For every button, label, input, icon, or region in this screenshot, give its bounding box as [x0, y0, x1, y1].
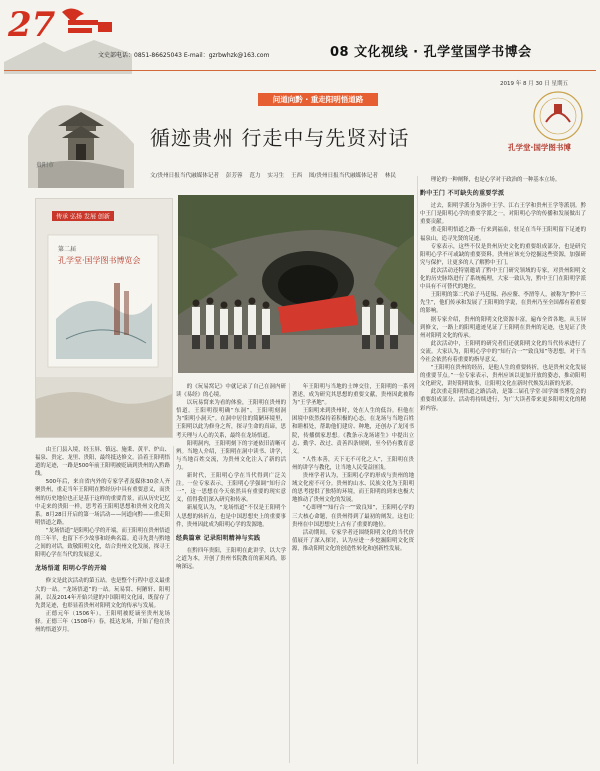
- byline-part: 王西: [290, 173, 303, 179]
- masthead: [0, 0, 600, 87]
- article-paragraph: 500年后，来自省内外的专家学者及媒体30余人齐聚贵州，重走当年王阳明在黔经历中具有重要意义，而贵州的历史地位也正是基于这样的重要背景，而从历史记忆中走来的贵阳一样，思考着王阳明思想和贵州文化的关系。8月28日开启的第一场活动——问道向黔——重走阳明悟道之路。: [35, 479, 170, 526]
- section-subheading: 经典篇章 记录阳明精神与实践: [176, 534, 261, 542]
- article-paragraph: 在黔四年贵阳，王阳明在此讲学，以大学之道为本，开创了贵州书院教育的新风尚，影响深远。: [176, 547, 286, 570]
- article-paragraph: 贵州学者认为，王阳明心学的形成与贵州的地域文化密不可分。贵州的山水、民族文化为王阳明的思考提供了独特的环境，而王阳明的到来也极大地推动了贵州文化的发展。: [292, 473, 414, 504]
- masthead-logo-graphic: [4, 2, 132, 74]
- group-photo: [178, 195, 414, 373]
- article-paragraph: 新展览认为，“龙场悟道”不仅是王阳明个人思想的转折点，也是中国思想史上的重要事件，贵州因此成为阳明心学的发源地。: [176, 505, 286, 528]
- book-fair-logo-text: 孔学堂·国学图书博: [508, 143, 571, 152]
- issue-date: 2019 年 8 月 30 日 星期五: [500, 81, 568, 87]
- masthead-rule: [4, 70, 596, 71]
- article-paragraph: 此次活动中，王阳明的研究者们还就阳明文化的当代传承进行了交流。大家认为，阳明心学中的“知行合一”“致良知”等思想，对于当今社会依然有着重要的指导意义。: [420, 340, 586, 363]
- poster-graphic: [36, 199, 173, 438]
- article-paragraph: 此次活动还特别邀请了黔中王门研究领域的专家，对贵州阳明文化的历史脉络进行了系统梳理，大家一致认为，黔中王门在阳明学派中具有不可替代的地位。: [420, 267, 586, 291]
- article-kicker: 问道向黔 · 重走阳明悟道路: [258, 93, 378, 106]
- section-subheading: 黔中王门 不可缺失的重要学派: [420, 190, 505, 198]
- column-divider: [173, 446, 174, 764]
- column-divider: [417, 176, 418, 764]
- article-paragraph: “心即理”“知行合一”“致良知”，王阳明心学的三大核心命题，在贵州得到了最初的阐发。这也让贵州在中国思想史上占有了重要的地位。: [292, 505, 414, 528]
- column-divider: [289, 383, 290, 763]
- byline-part: 林民: [384, 173, 396, 179]
- article-paragraph: 以玩易窝来为看的体验，王阳明在贵州的悟道。王阳明很明确“东洞”，王阳明刻洞为“阳明小洞天”。在洞中居住的简陋环境里，王阳明以此为修身之所，探寻生命的真谛，思考天理与人心的关系，最终在龙场悟道。: [176, 400, 286, 439]
- article-paragraph: 此次重走阳明悟道之路活动，是第二届孔学堂·国学图书博览会的重要组成部分。活动将持续进行，为广大读者带来更多阳明文化的精彩内容。: [420, 389, 586, 412]
- book-fair-poster-photo: [35, 198, 173, 438]
- article-paragraph: 王阳明的第二代弟子马廷锡、孙应鳌、李渭等人，被称为“黔中三先生”，他们传承和发展了王阳明的学说，在贵州乃至全国都有着重要的影响。: [420, 292, 586, 315]
- article-paragraph: 活动期间，专家学者还围绕阳明文化的当代价值展开了深入探讨，认为应进一步挖掘阳明文化资源，推动阳明文化的创造性转化和创新性发展。: [292, 529, 414, 552]
- section-subheading: 龙场悟道 阳明心学的开端: [35, 565, 107, 573]
- byline-part: 文/贵州日报当代融媒体记者: [150, 173, 220, 179]
- byline-part: 彭芳蓉: [225, 173, 243, 179]
- article-paragraph: “人性本善，天下无不可化之人”，王阳明在贵州的讲学与教化，让当地人民受益匪浅。: [292, 456, 414, 471]
- edition-title: 08 文化视线 · 孔学堂国学书博会: [330, 45, 532, 60]
- poster-edition-text: 第二届: [58, 246, 77, 253]
- poster-top-text: 传承 弘扬 发展 创新: [56, 213, 110, 221]
- article-paragraph: 修文是此次活动的第五站。也是整个行程中意义最重大的一站。“龙场悟道”的一站。玩易窝、何陋轩、阳明洞，以及2014年开始兴建的中国阳明文化园，既留存了先贤足迹，也彰显着贵州对阳明文化的传承与发展。: [35, 578, 170, 609]
- article-paragraph: 重走阳明悟道之路一行来到福泉，驻足在当年王阳明留下足迹的福泉山，追寻先贤的足迹。: [420, 227, 586, 242]
- contact-info: 文史部电话：0851-86625043 E-mail：gzrbwhzk@163.com: [98, 52, 270, 59]
- pavilion-illustration: [28, 76, 134, 188]
- article-paragraph: 的《玩易窝记》中就记录了自己在洞内研读《易经》的心境。: [176, 384, 286, 399]
- article-column-1: [35, 446, 170, 764]
- article-paragraph: 据专家介绍，贵州的阳明文化资源丰富，遍布全省各地。从玉屏到修文，一路上的阳明遗迹见证了王阳明在贵州的足迹，也见证了贵州对阳明文化的传承。: [420, 316, 586, 339]
- poster-subtitle-text: 孔学堂·国学图书博览会: [58, 256, 141, 265]
- article-paragraph: 新时代，王阳明心学在当代得到广泛关注。一位专家表示，王阳明心学强调“知行合一”，这一思想在今天依然具有重要的现实意义，值得我们深入研究和传承。: [176, 473, 286, 504]
- article-headline: 循迹贵州 行走中与先贤对话: [150, 126, 410, 150]
- article-paragraph: 正德元年（1506年），王阳明被贬谪至贵州龙场驿。正德三年（1508年）春，抵达龙场，开始了他在贵州的悟道岁月。: [35, 610, 170, 633]
- article-paragraph: 王阳明来到贵州时，处在人生的低谷。但他在困境中依然保持着积极的心态，在龙场与当地百姓和睦相处，帮助他们建房、种地，还创办了龙冈书院，传播儒家思想。《教条示龙场诸生》中提出立志、勤学、改过、责善四条规则，至今仍有教育意义。: [292, 408, 414, 455]
- article-column-3: [292, 383, 414, 763]
- article-paragraph: “王阳明在贵州的经历，是他人生的重要转折，也是贵州文化发展的重要节点。”一位专家表示，贵州应该以更加开放的姿态，推动阳明文化研究，讲好阳明故事，让阳明文化在新时代焕发出新的光彩。: [420, 365, 586, 388]
- group-photo-graphic: [178, 195, 414, 373]
- article-paragraph: 由王门县入境，经玉屏、镇远、施秉、黄平、炉山、福泉、贵定、龙里、贵阳，最终抵达修文。沿着王阳明悟道的足迹，一路是500年前王阳明被贬谪到贵州的入黔路线。: [35, 447, 170, 478]
- article-paragraph: 过去，阳明学派分为浙中王学、江右王学和贵州王学等派别。黔中王门是阳明心学的重要学派之一，对阳明心学的传播和发展做出了重要贡献。: [420, 203, 586, 226]
- article-paragraph: 专家表示，这些不仅是贵州历史文化的重要组成部分，也是研究阳明心学不可或缺的重要资料。贵州应该充分挖掘这些资源，加强研究与保护，让更多的人了解黔中王门。: [420, 243, 586, 266]
- article-paragraph: 理论的一种阐释，也是心学对于政治的一种基本立场。: [430, 177, 561, 183]
- svg-text:27: 27: [8, 5, 56, 45]
- article-column-2: [176, 383, 286, 763]
- byline-part: 实习生: [267, 173, 285, 179]
- article-byline: [150, 171, 401, 179]
- byline-part: 图/贵州日报当代融媒体记者: [308, 173, 378, 179]
- byline-part: 范力: [249, 173, 261, 179]
- article-paragraph: “龙场悟道”是阳明心学的开端，而王阳明在贵州悟道的三年半，也留下不少故事和经典名篇。追寻先贤与黔地之间的对话，致敬阳明文化，结合贵州文化发展，探寻王阳明心学在当代的发展意义。: [35, 527, 170, 559]
- pavilion-caption: 贵阳市: [36, 162, 55, 169]
- article-paragraph: 阳明洞内，王阳明刻下的字迹依旧清晰可辨。当地人介绍，王阳明在洞中读书、讲学，与当地百姓交流，为贵州文化注入了新的活力。: [176, 440, 286, 471]
- article-column-4: [420, 176, 586, 764]
- article-paragraph: 年王阳明与当地的士绅交往，王阳明的一系列著述，成为研究其思想的重要文献，贵州因此被称为“王学圣地”。: [292, 384, 414, 407]
